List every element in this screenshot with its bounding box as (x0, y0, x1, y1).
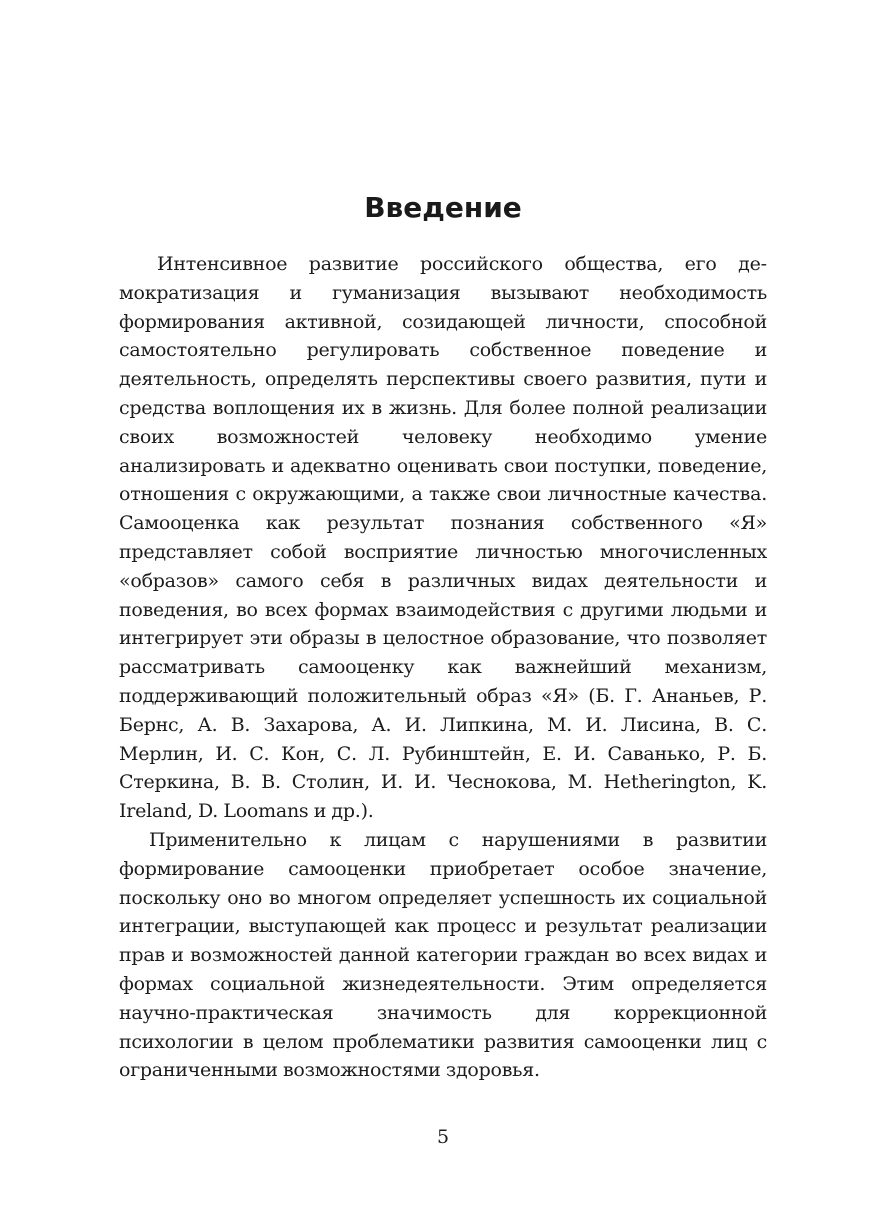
page-number: 5 (436, 1126, 450, 1148)
paragraph-introduction: Интенсивное развитие российского общества, его демократизация и гуманизация вызывают необходимость формирования активной, созидающей личности, способной самостоятельно регулировать собственное поведение и деятельность, определять перспективы своего развития, пути и средства воплощения их в жизнь. Для более полной реализации своих возможностей человеку необходимо умение анализировать и адекватно оценивать свои поступки, поведение, отношения с окружающими, а также свои личностные качества. Самооценка как результат познания собственного «Я» представляет собой восприятие личностью многочисленных «образов» самого себя в различных видах деятельности и поведения, во всех формах взаимодействия с другими людьми и интегрирует эти образы в целостное образование, что позволяет рассматривать самооценку как важнейший механизм, поддерживающий положительный образ «Я» (Б. Г. Ананьев, Р. Бернс, А. В. Захарова, А. И. Липкина, М. И. Лисина, В. С. Мерлин, И. С. Кон, С. Л. Рубинштейн, Е. И. Саванько, Р. Б. Стеркина, В. В. Столин, И. И. Чеснокова, M. Hetherington, K. Ireland, D. Loomans и др.). (119, 253, 767, 823)
paragraph-application: Применительно к лицам с нарушениями в развитии формирование самооценки приобретает особое значение, поскольку оно во многом определяет успешность их социальной интеграции, выступающей как процесс и результат реализации прав и возможностей данной категории граждан во всех видах и формах социальной жизнедеятельности. Этим определяется научно-практическая значимость для коррекционной психологии в целом проблематики развития самооценки лиц с ограниченными возможностями здоровья. (119, 828, 767, 1082)
chapter-heading: Введение (364, 191, 522, 224)
body-text (119, 250, 767, 1085)
